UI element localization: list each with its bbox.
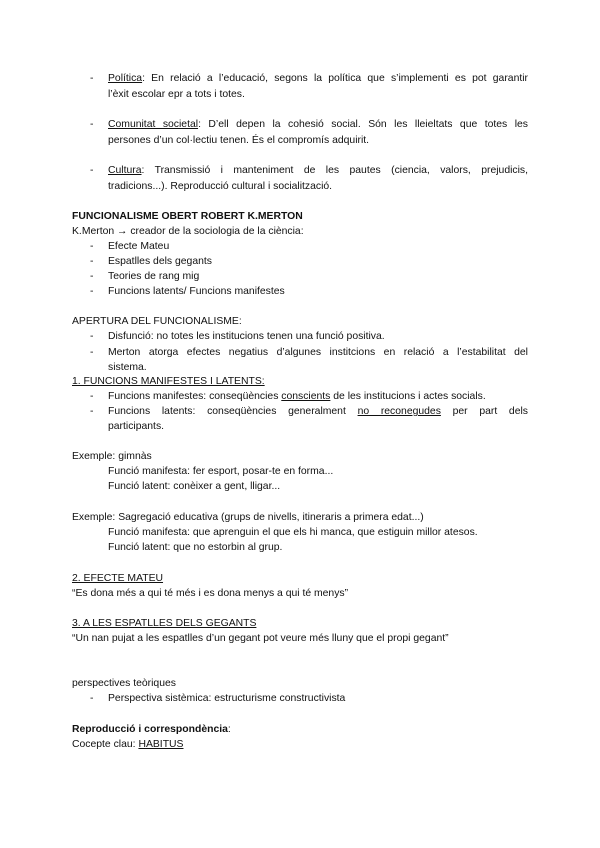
example-funcio-latent: Funció latent: conèixer a gent, lligar... <box>108 481 281 492</box>
bullet-dash: - <box>90 347 94 358</box>
term-cultura: Cultura <box>108 165 142 176</box>
bullet-dash: - <box>90 119 94 130</box>
section-heading-espatlles: 3. A LES ESPATLLES DELS GEGANTS <box>72 618 257 629</box>
bullet-dash: - <box>90 406 94 417</box>
list-item: Funcions latents/ Funcions manifestes <box>108 286 285 297</box>
quote-efecte-mateu: “Es dona més a qui té més i es dona menys a qui té menys” <box>72 588 349 599</box>
bullet-comunitat-line2: persones d’un col·lectiu tenen. És el compromís adquirit. <box>108 135 370 146</box>
concept-clau: Cocepte clau: HABITUS <box>72 739 184 750</box>
list-item-continuation: sistema. <box>108 362 147 373</box>
merton-intro: K.Merton → creador de la sociologia de la ciència: <box>72 226 304 237</box>
list-item-continuation: participants. <box>108 421 165 432</box>
section-heading-funcionalisme: FUNCIONALISME OBERT ROBERT K.MERTON <box>72 211 303 222</box>
bullet-politica: Política: En relació a l’educació, segons la política que s’implementi es pot garantir <box>108 73 528 84</box>
underlined-term: no reconegudes <box>357 406 441 417</box>
bullet-cultura-line2: tradicions...). Reproducció cultural i socialització. <box>108 181 333 192</box>
example-funcio-manifesta: Funció manifesta: que aprenguin el que els hi manca, que estiguin millor atesos. <box>108 527 478 538</box>
term-comunitat: Comunitat societal <box>108 119 199 130</box>
bullet-dash: - <box>90 286 94 297</box>
bullet-dash: - <box>90 256 94 267</box>
list-item-funcions-latents: Funcions latents: conseqüències generalment no reconegudes per part dels <box>108 406 528 417</box>
bullet-politica-line2: l’èxit escolar epr a tots i totes. <box>108 89 245 100</box>
section-heading-apertura: APERTURA DEL FUNCIONALISME: <box>72 316 242 327</box>
section-heading-perspectives: perspectives teòriques <box>72 678 176 689</box>
bullet-dash: - <box>90 331 94 342</box>
example-funcio-latent: Funció latent: que no estorbin al grup. <box>108 542 283 553</box>
example-funcio-manifesta: Funció manifesta: fer esport, posar-te en forma... <box>108 466 334 477</box>
bullet-dash: - <box>90 165 94 176</box>
list-item: Efecte Mateu <box>108 241 170 252</box>
example-label: Exemple: Sagregació educativa (grups de nivells, itineraris a primera edat...) <box>72 512 424 523</box>
quote-espatlles: “Un nan pujat a les espatlles d’un gegant pot veure més lluny que el propi gegant” <box>72 633 449 644</box>
term-politica: Política <box>108 73 143 84</box>
underlined-term: conscients <box>281 391 331 402</box>
bullet-dash: - <box>90 693 94 704</box>
list-item: Teories de rang mig <box>108 271 200 282</box>
list-item: Perspectiva sistèmica: estructurisme constructivista <box>108 693 346 704</box>
section-heading-funcions: 1. FUNCIONS MANIFESTES I LATENTS: <box>72 376 265 387</box>
bullet-comunitat: Comunitat societal: D’ell depen la cohesió social. Són les lleieltats que totes les <box>108 119 528 130</box>
list-item: Merton atorga efectes negatius d’algunes institcions en relació a l’estabilitat del <box>108 347 528 358</box>
concept-habitus: HABITUS <box>138 739 184 750</box>
section-heading-efecte-mateu: 2. EFECTE MATEU <box>72 573 164 584</box>
list-item: Disfunció: no totes les institucions tenen una funció positiva. <box>108 331 385 342</box>
example-label: Exemple: gimnàs <box>72 451 152 462</box>
bullet-dash: - <box>90 391 94 402</box>
bullet-cultura: Cultura: Transmissió i manteniment de les pautes (ciencia, valors, prejudicis, <box>108 165 528 176</box>
list-item-funcions-manifestes: Funcions manifestes: conseqüències conscients de les institucions i actes socials. <box>108 391 486 402</box>
bullet-dash: - <box>90 241 94 252</box>
section-heading-reproduccio: Reproducció i correspondència: <box>72 724 231 735</box>
bullet-dash: - <box>90 271 94 282</box>
bullet-dash: - <box>90 73 94 84</box>
list-item: Espatlles dels gegants <box>108 256 212 267</box>
